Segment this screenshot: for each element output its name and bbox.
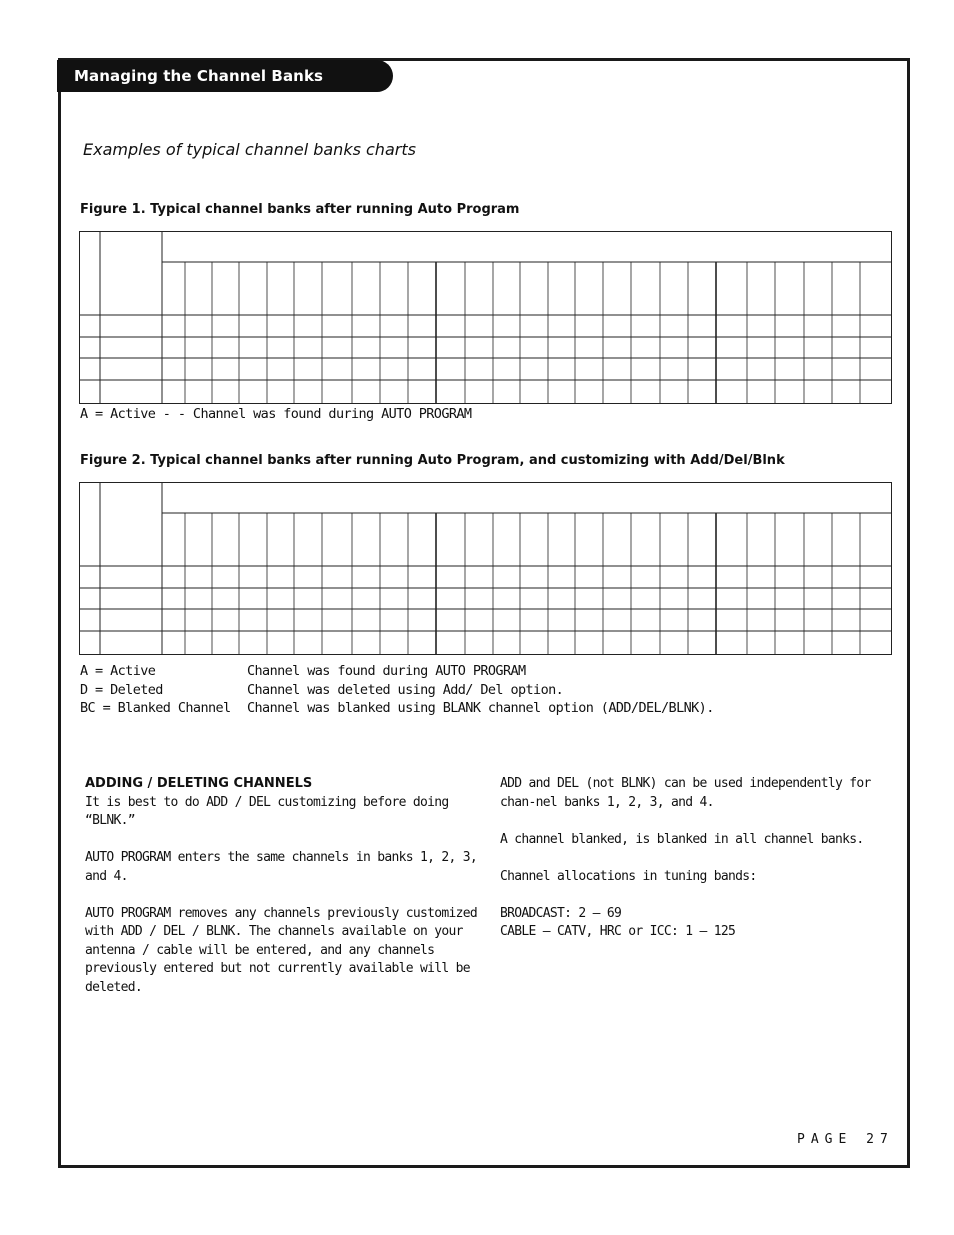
figure2-title: Figure 2. Typical channel banks after running Auto Program, and customizing with Add/Del/Blnk — [80, 453, 785, 468]
grid-border — [80, 232, 892, 404]
figure1-table — [79, 231, 892, 404]
page-number: PAGE 27 — [797, 1132, 894, 1147]
legend-row — [80, 681, 714, 700]
grid-border — [80, 483, 892, 655]
right-text-column — [500, 775, 898, 942]
paragraph: AUTO PROGRAM enters the same channels in banks 1, 2, 3, and 4. — [85, 850, 477, 884]
legend-row — [80, 662, 714, 681]
paragraph-line: CABLE – CATV, HRC or ICC: 1 – 125 — [500, 924, 736, 939]
legend-key: A = Active — [80, 663, 156, 679]
legend-desc: Channel was blanked using BLANK channel option (ADD/DEL/BLNK). — [247, 700, 714, 716]
legend-desc: Channel was deleted using Add/ Del option. — [247, 681, 564, 698]
section-heading: ADDING / DELETING CHANNELS — [85, 776, 313, 791]
legend-row — [80, 699, 714, 718]
legend-key: BC = Blanked Channel — [80, 700, 231, 716]
paragraph-line: BROADCAST: 2 – 69 — [500, 905, 622, 921]
paragraph: A channel blanked, is blanked in all channel banks. — [500, 831, 864, 847]
legend-key: D = Deleted — [80, 681, 163, 698]
figure1-legend: A = Active - - Channel was found during AUTO PROGRAM — [80, 406, 472, 422]
paragraph: ADD and DEL (not BLNK) can be used independently for chan-nel banks 1, 2, 3, and 4. — [500, 776, 871, 810]
paragraph: AUTO PROGRAM removes any channels previously customized with ADD / DEL / BLNK. The channels available on your antenna / cable will be entered, and any channels previously entered but not currently available will be deleted. — [85, 905, 477, 995]
legend-desc: Channel was found during AUTO PROGRAM — [247, 663, 526, 679]
section-title: Managing the Channel Banks — [74, 67, 324, 85]
paragraph: It is best to do ADD / DEL customizing before doing “BLNK.” — [85, 794, 449, 828]
paragraph: Channel allocations in tuning bands: — [500, 868, 757, 884]
section-header — [57, 60, 393, 92]
left-text-column — [85, 775, 480, 1016]
figure2-table — [79, 482, 892, 655]
page-subtitle: Examples of typical channel banks charts — [83, 140, 416, 159]
figure1-title: Figure 1. Typical channel banks after running Auto Program — [80, 202, 520, 217]
figure2-legend — [80, 662, 714, 718]
